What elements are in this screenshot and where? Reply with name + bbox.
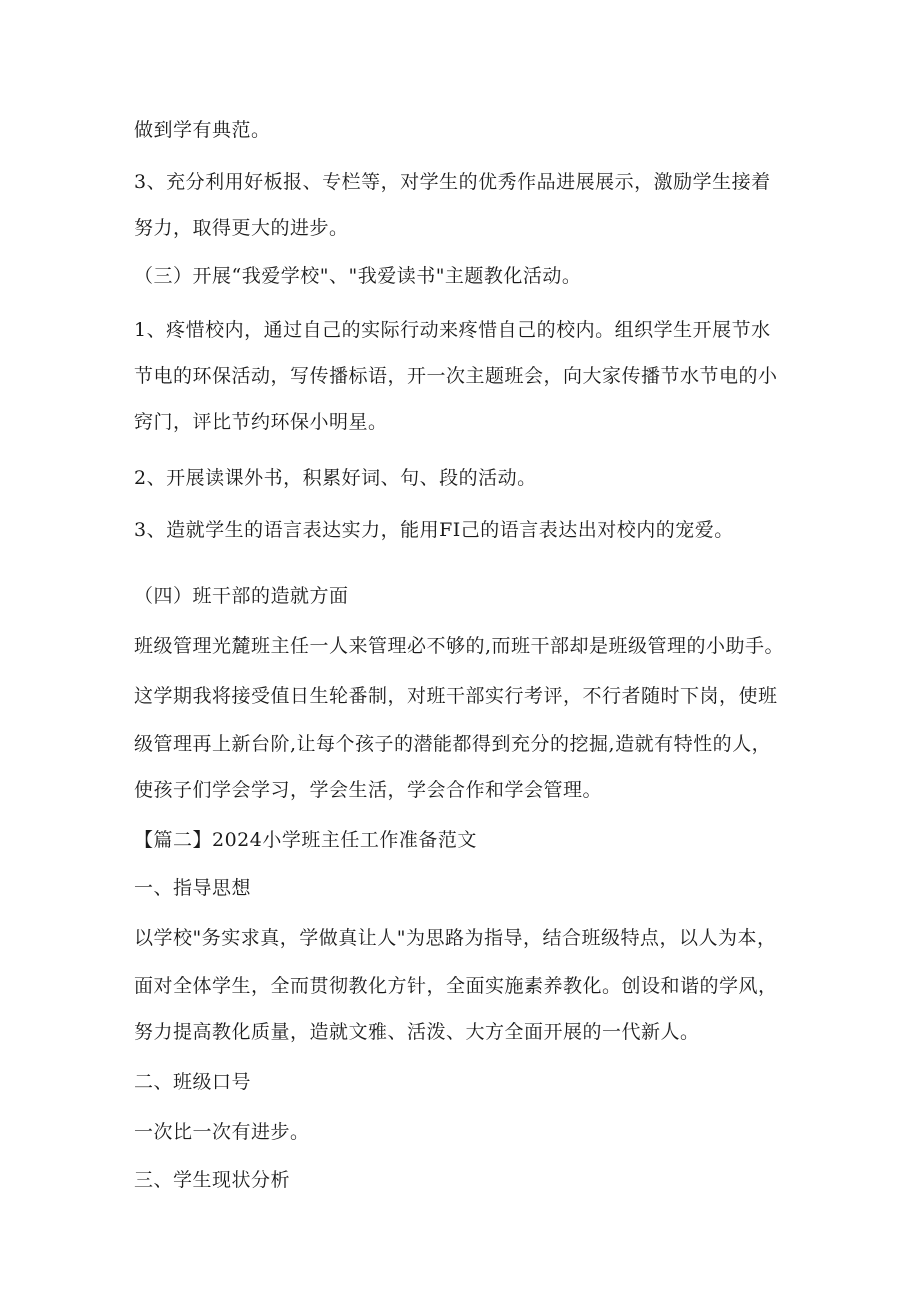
paragraph-line: 3、充分利用好板报、专栏等，对学生的优秀作品进展展示，激励学生接着 xyxy=(134,171,771,193)
section-heading: 一、指导思想 xyxy=(134,877,252,899)
paragraph-line: 做到学有典范。 xyxy=(134,119,271,141)
paragraph-line: 使孩子们学会学习，学会生活，学会合作和学会管理。 xyxy=(134,779,603,801)
section-heading: 二、班级口号 xyxy=(134,1071,252,1093)
paragraph-line: 以学校"务实求真，学做真让人"为思路为指导，结合班级特点，以人为本， xyxy=(134,927,777,949)
paragraph-line: 窍门，评比节约环保小明星。 xyxy=(134,411,388,433)
paragraph-line: 1、疼惜校内，通过自己的实际行动来疼惜自己的校内。组织学生开展节水 xyxy=(134,319,771,341)
paragraph-line: 2、开展读课外书，积累好词、句、段的活动。 xyxy=(134,467,537,489)
section-heading: 三、学生现状分析 xyxy=(134,1169,291,1191)
article-title: 【篇二】2024小学班主任工作准备范文 xyxy=(134,829,477,851)
paragraph-line: 面对全体学生，全而贯彻教化方针，全面实施素养教化。创设和谐的学风， xyxy=(134,975,778,997)
paragraph-line: 努力，取得更大的进步。 xyxy=(134,217,349,239)
paragraph-line: 努力提高教化质量，造就文雅、活泼、大方全面开展的一代新人。 xyxy=(134,1021,700,1043)
paragraph-line: 3、造就学生的语言表达实力，能用FI己的语言表达出对校内的宠爱。 xyxy=(134,519,734,541)
paragraph-line: 级管理再上新台阶,让每个孩子的潜能都得到充分的挖掘,造就有特性的人， xyxy=(134,733,772,755)
paragraph-line: 一次比一次有进步。 xyxy=(134,1121,310,1143)
paragraph-line: 班级管理光麓班主任一人来管理必不够的,而班干部却是班级管理的小助手。 xyxy=(134,635,785,657)
paragraph-line: 节电的环保活动，写传播标语，开一次主题班会，向大家传播节水节电的小 xyxy=(134,365,778,387)
section-heading: （三）开展“我爱学校"、"我爱读书"主题教化活动。 xyxy=(134,265,582,287)
section-heading: （四）班干部的造就方面 xyxy=(134,585,349,607)
paragraph-line: 这学期我将接受值日生轮番制，对班干部实行考评，不行者随时下岗，使班 xyxy=(134,685,778,707)
